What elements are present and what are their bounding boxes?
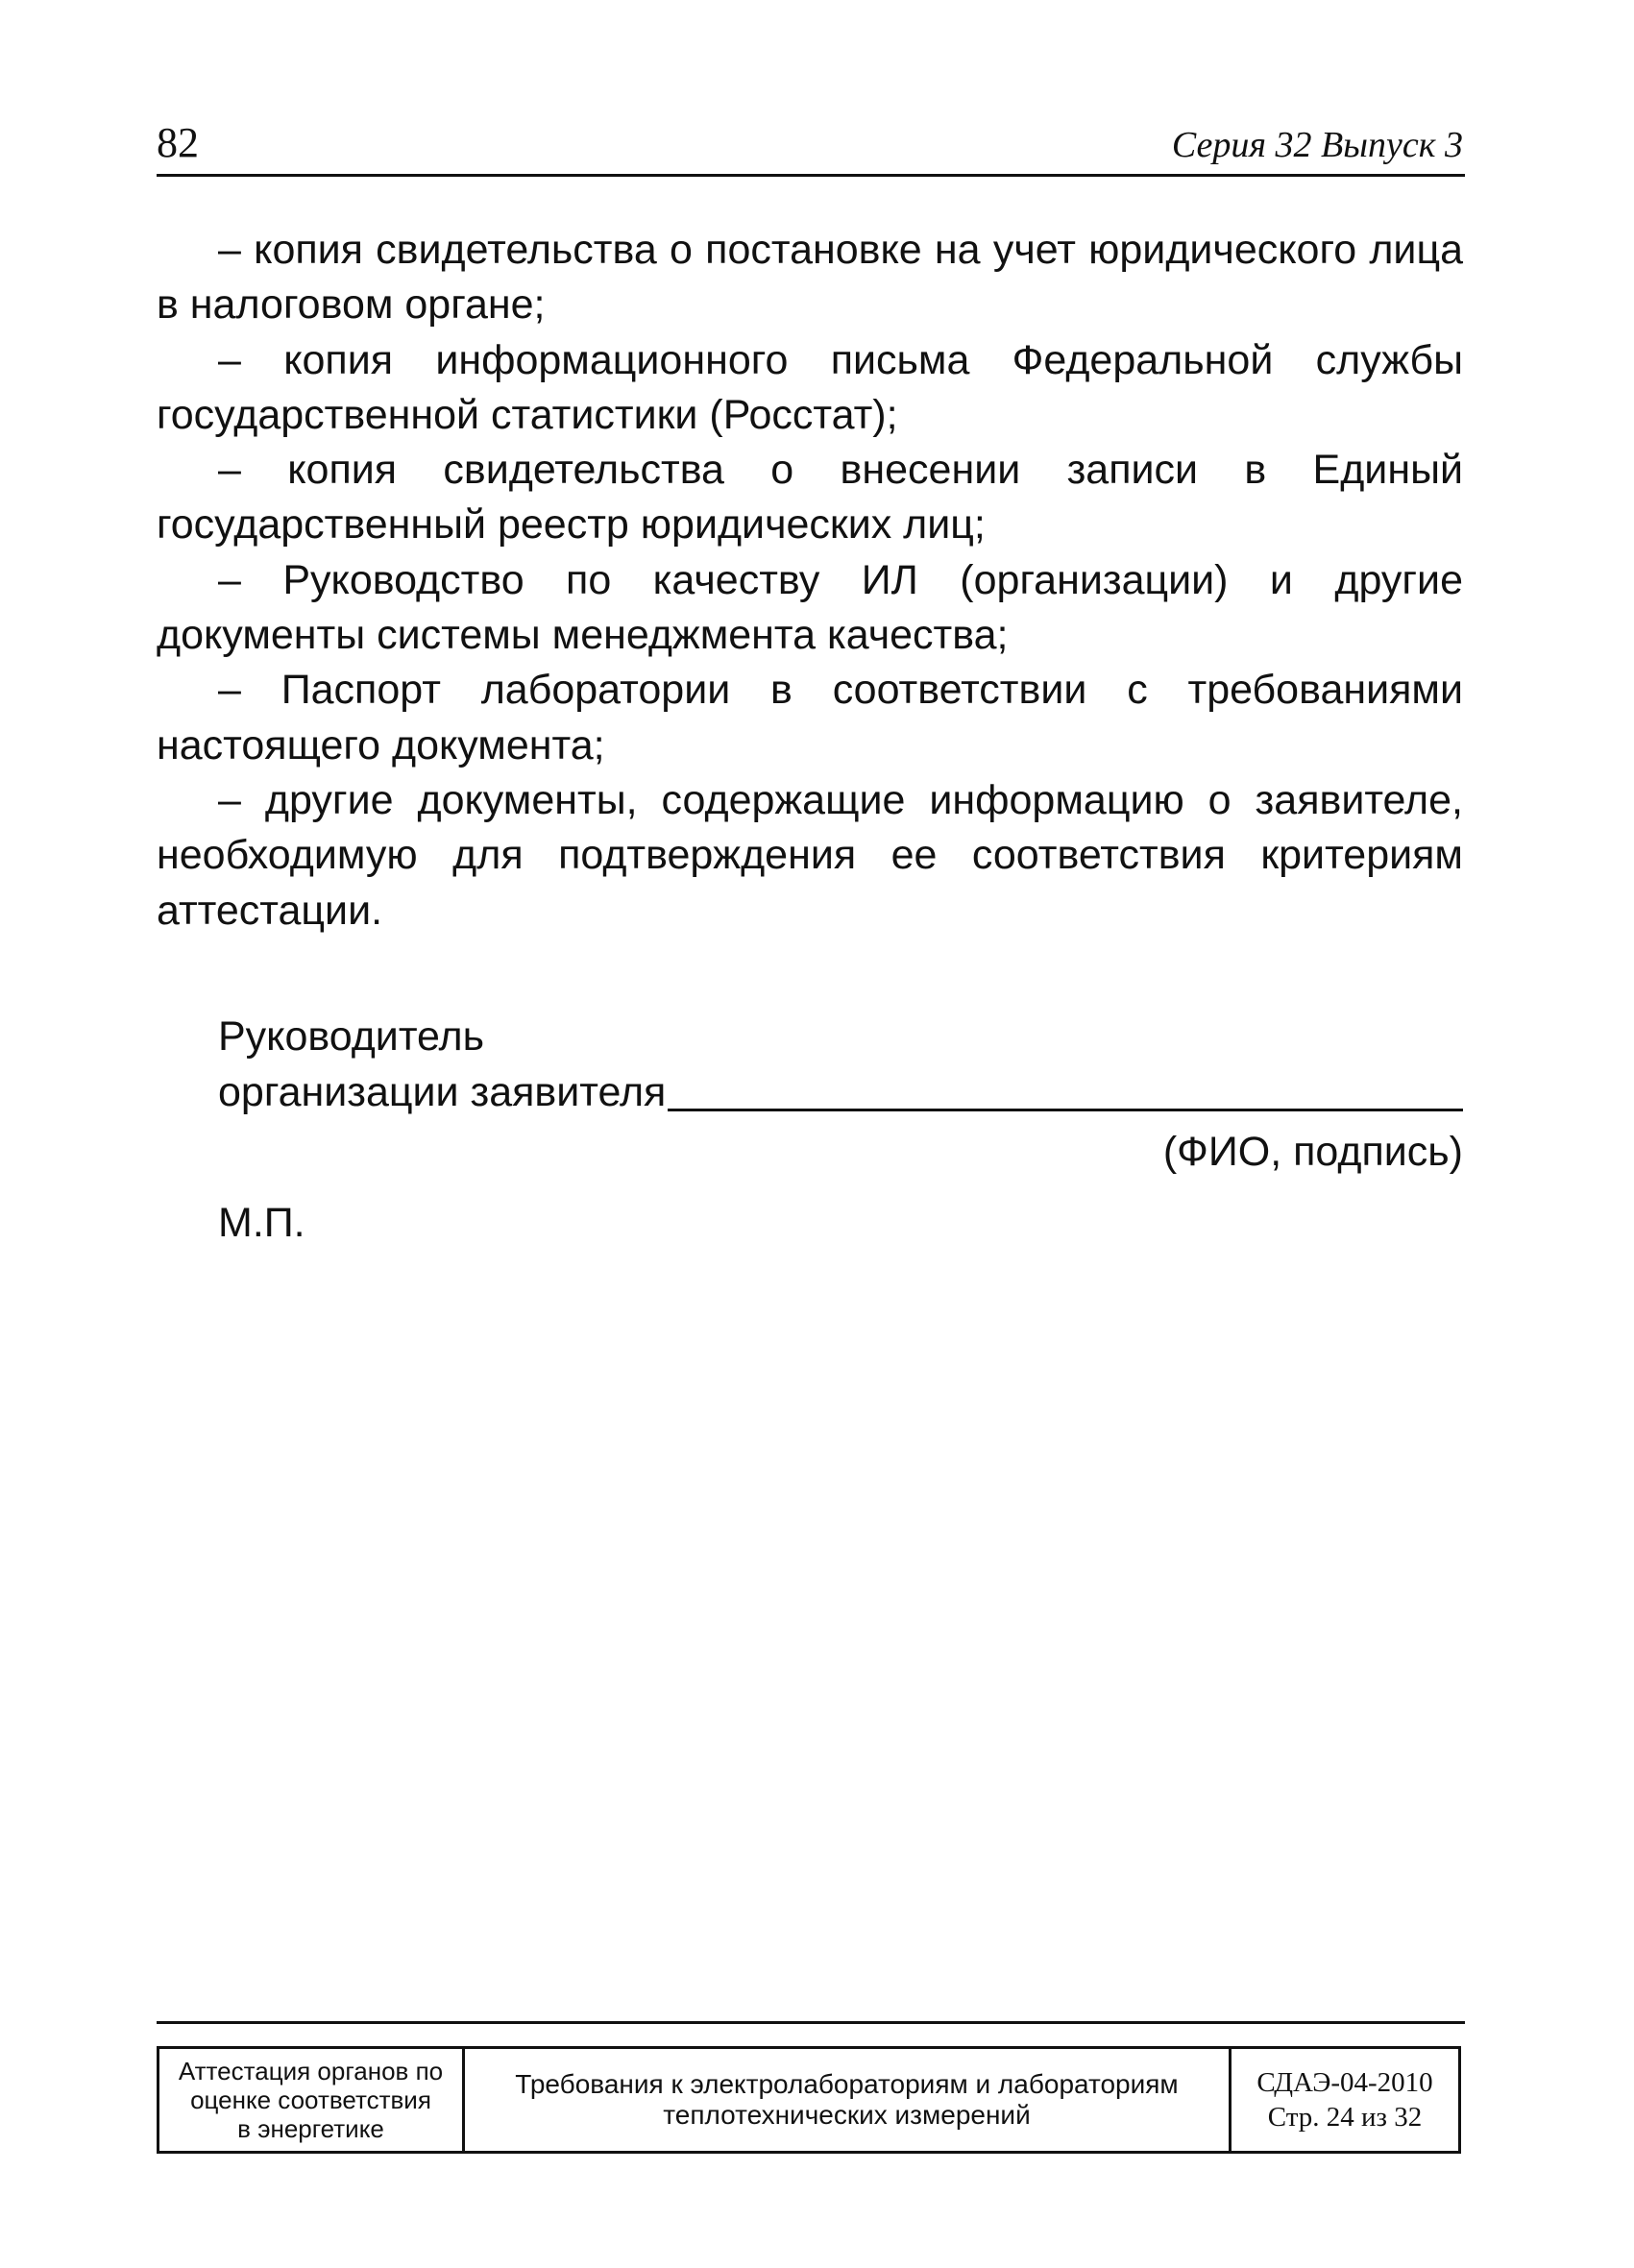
footer-cell-document-title [465,2049,1232,2151]
stamp-label: М.П. [218,1200,305,1246]
footer-cell-organization [159,2049,465,2151]
signature-row [218,1064,1463,1120]
list-item: – Руководство по качеству ИЛ (организации) и другие документы системы менеджмента качества; [157,556,1463,659]
footer-text: Аттестация органов по [178,2057,444,2085]
signature-block [218,1009,1463,1251]
signature-caption: (ФИО, подпись) [1162,1129,1463,1175]
footer-text: Требования к электролабораториям и лабораториям [515,2069,1179,2099]
page-number: 82 [157,119,199,166]
signature-line [668,1107,1463,1111]
list-item: – другие документы, содержащие информацию о заявителе, необходимую для подтверждения ее соответствия критериям аттестации. [157,776,1463,934]
list-item: – Паспорт лаборатории в соответствии с требованиями настоящего документа; [157,667,1463,768]
footer-text: в энергетике [237,2114,384,2143]
list-item: – копия информационного письма Федеральной службы государственной статистики (Росстат); [157,336,1463,438]
footer-text: оценке соответствия [190,2085,431,2114]
document-code: СДАЭ-04-2010 [1256,2067,1433,2098]
signatory-title: Руководитель [218,1013,485,1060]
document-body [157,223,1463,939]
footer-divider [157,2021,1465,2024]
list-item: – копия свидетельства о постановке на учет юридического лица в налоговом органе; [157,227,1463,329]
footer-cell-document-code [1232,2049,1458,2151]
header-divider [157,174,1465,177]
footer-text: теплотехнических измерений [663,2100,1031,2130]
page-counter: Стр. 24 из 32 [1267,2102,1423,2133]
signatory-organization: организации заявителя [218,1069,667,1115]
footer-table [157,2046,1461,2154]
list-item: – копия свидетельства о внесении записи в Единый государственный реестр юридических лиц; [157,447,1463,549]
series-title: Серия 32 Выпуск 3 [1171,125,1463,165]
